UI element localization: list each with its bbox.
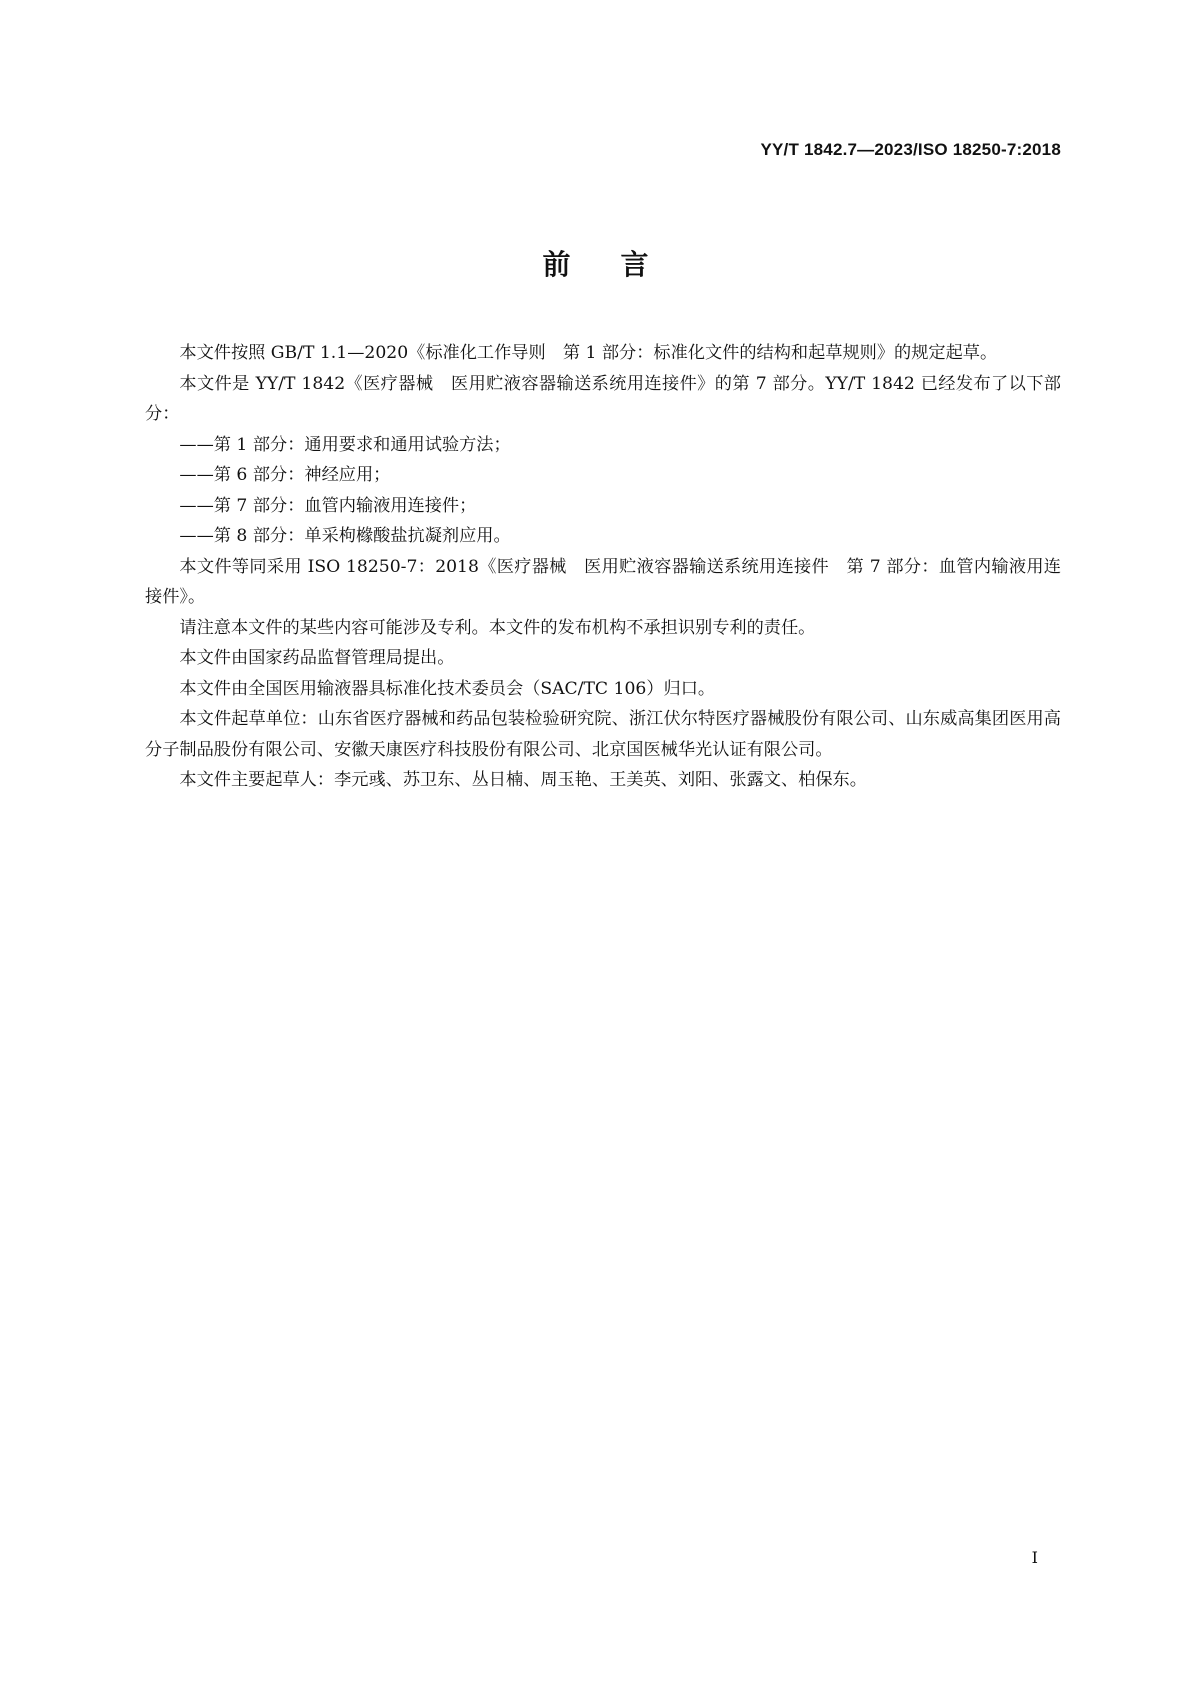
paragraph-drafting-units: 本文件起草单位：山东省医疗器械和药品包装检验研究院、浙江伏尔特医疗器械股份有限公司、山东威高集团医用高分子制品股份有限公司、安徽天康医疗科技股份有限公司、北京国医械华光认证有限公司。 bbox=[145, 709, 1061, 760]
paragraph-drafters: 本文件主要起草人：李元彧、苏卫东、丛日楠、周玉艳、王美英、刘阳、张露文、柏保东。 bbox=[179, 770, 867, 790]
paragraph-series-intro: 本文件是 YY/T 1842《医疗器械 医用贮液容器输送系统用连接件》的第 7 部分。YY/T 1842 已经发布了以下部分： bbox=[145, 373, 1061, 424]
foreword-body bbox=[145, 338, 1061, 796]
paragraph-proposer: 本文件由国家药品监督管理局提出。 bbox=[179, 648, 455, 668]
list-item-part-7: ——第 7 部分：血管内输液用连接件； bbox=[179, 495, 477, 516]
paragraph-technical-committee: 本文件由全国医用输液器具标准化技术委员会（SAC/TC 106）归口。 bbox=[179, 678, 716, 699]
paragraph-adoption: 本文件等同采用 ISO 18250-7：2018《医疗器械 医用贮液容器输送系统用连接件 第 7 部分：血管内输液用连接件》。 bbox=[145, 556, 1061, 607]
standard-number: YY/T 1842.7—2023/ISO 18250-7:2018 bbox=[760, 140, 1061, 159]
page-number: I bbox=[1031, 1548, 1038, 1567]
list-item-part-6: ——第 6 部分：神经应用； bbox=[179, 465, 391, 485]
list-item-part-8: ——第 8 部分：单采枸橼酸盐抗凝剂应用。 bbox=[179, 526, 511, 546]
list-item-part-1: ——第 1 部分：通用要求和通用试验方法； bbox=[179, 434, 511, 455]
page-title: 前言 bbox=[542, 248, 699, 281]
paragraph-drafting-rules: 本文件按照 GB/T 1.1—2020《标准化工作导则 第 1 部分：标准化文件的结构和起草规则》的规定起草。 bbox=[179, 343, 998, 363]
paragraph-patent-notice: 请注意本文件的某些内容可能涉及专利。本文件的发布机构不承担识别专利的责任。 bbox=[179, 617, 816, 638]
